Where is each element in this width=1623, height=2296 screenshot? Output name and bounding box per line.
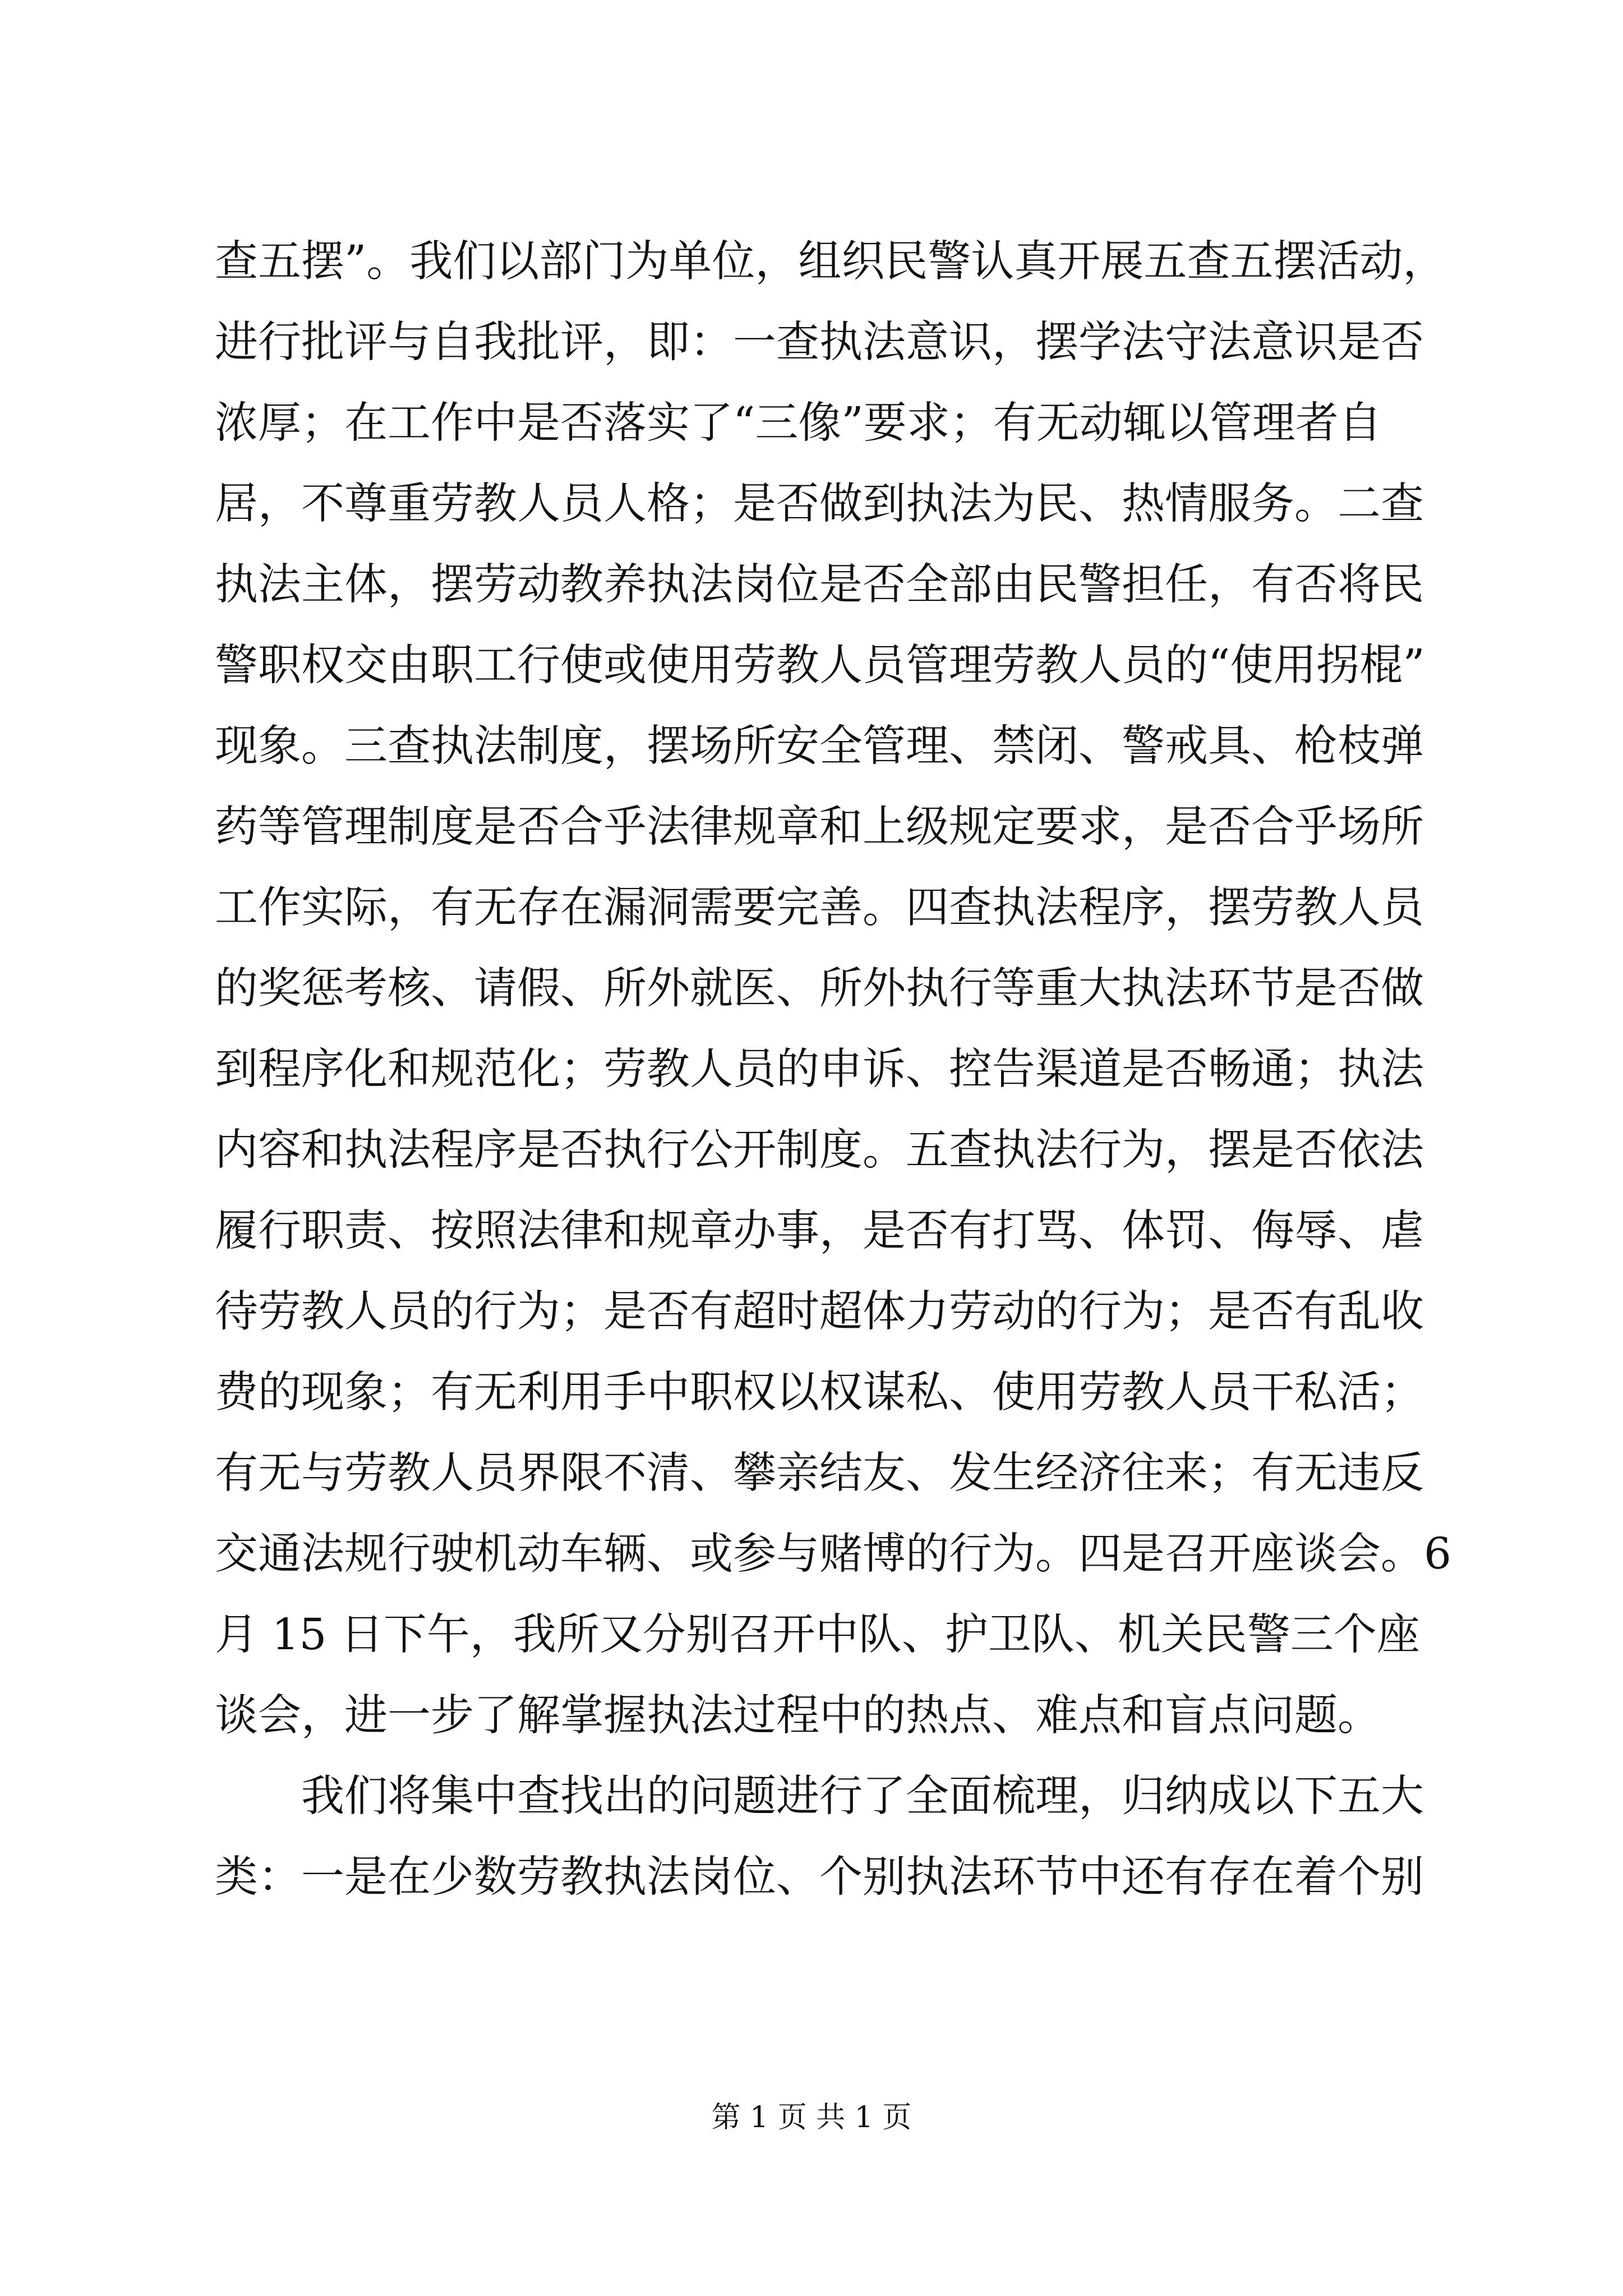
text-line-1: 查五摆”。我们以部门为单位，组织民警认真开展五查五摆活动， [215, 237, 1446, 287]
text-line-11: 到程序化和规范化；劳教人员的申诉、控告渠道是否畅通；执法 [215, 1045, 1424, 1094]
text-line-4: 居，不尊重劳教人员人格；是否做到执法为民、热情服务。二查 [215, 479, 1424, 529]
text-line-7: 现象。三查执法制度，摆场所安全管理、禁闭、警戒具、枪枝弹 [215, 721, 1424, 771]
text-line-6: 警职权交由职工行使或使用劳教人员管理劳教人员的“使用拐棍” [215, 641, 1425, 691]
text-line-18: 月 15 日下午，我所又分别召开中队、护卫队、机关民警三个座 [215, 1610, 1420, 1660]
text-line-16: 有无与劳教人员界限不清、攀亲结友、发生经济往来；有无违反 [215, 1448, 1424, 1498]
text-line-12: 内容和执法程序是否执行公开制度。五查执法行为，摆是否依法 [215, 1125, 1424, 1175]
text-line-13: 履行职责、按照法律和规章办事，是否有打骂、体罚、侮辱、虐 [215, 1206, 1424, 1256]
text-line-20: 我们将集中查找出的问题进行了全面梳理，归纳成以下五大 [301, 1772, 1424, 1821]
text-line-19: 谈会，进一步了解掌握执法过程中的热点、难点和盲点问题。 [215, 1691, 1381, 1741]
text-line-14: 待劳教人员的行为；是否有超时超体力劳动的行为；是否有乱收 [215, 1287, 1424, 1337]
text-line-2: 进行批评与自我批评，即：一查执法意识，摆学法守法意识是否 [215, 318, 1424, 367]
text-line-15: 费的现象；有无利用手中职权以权谋私、使用劳教人员干私活； [215, 1368, 1424, 1418]
text-line-9: 工作实际，有无存在漏洞需要完善。四查执法程序，摆劳教人员 [215, 883, 1424, 933]
text-line-3: 浓厚；在工作中是否落实了“三像”要求；有无动辄以管理者自 [215, 398, 1382, 448]
text-line-17: 交通法规行驶机动车辆、或参与赌博的行为。四是召开座谈会。6 [215, 1529, 1451, 1579]
text-line-21: 类：一是在少数劳教执法岗位、个别执法环节中还有存在着个别 [215, 1852, 1424, 1902]
text-line-10: 的奖惩考核、请假、所外就医、所外执行等重大执法环节是否做 [215, 964, 1424, 1014]
text-line-8: 药等管理制度是否合乎法律规章和上级规定要求，是否合乎场所 [215, 802, 1424, 852]
text-line-5: 执法主体，摆劳动教养执法岗位是否全部由民警担任，有否将民 [215, 560, 1424, 610]
page-footer: 第 1 页 共 1 页 [711, 2101, 912, 2134]
body-text [215, 222, 1451, 1918]
